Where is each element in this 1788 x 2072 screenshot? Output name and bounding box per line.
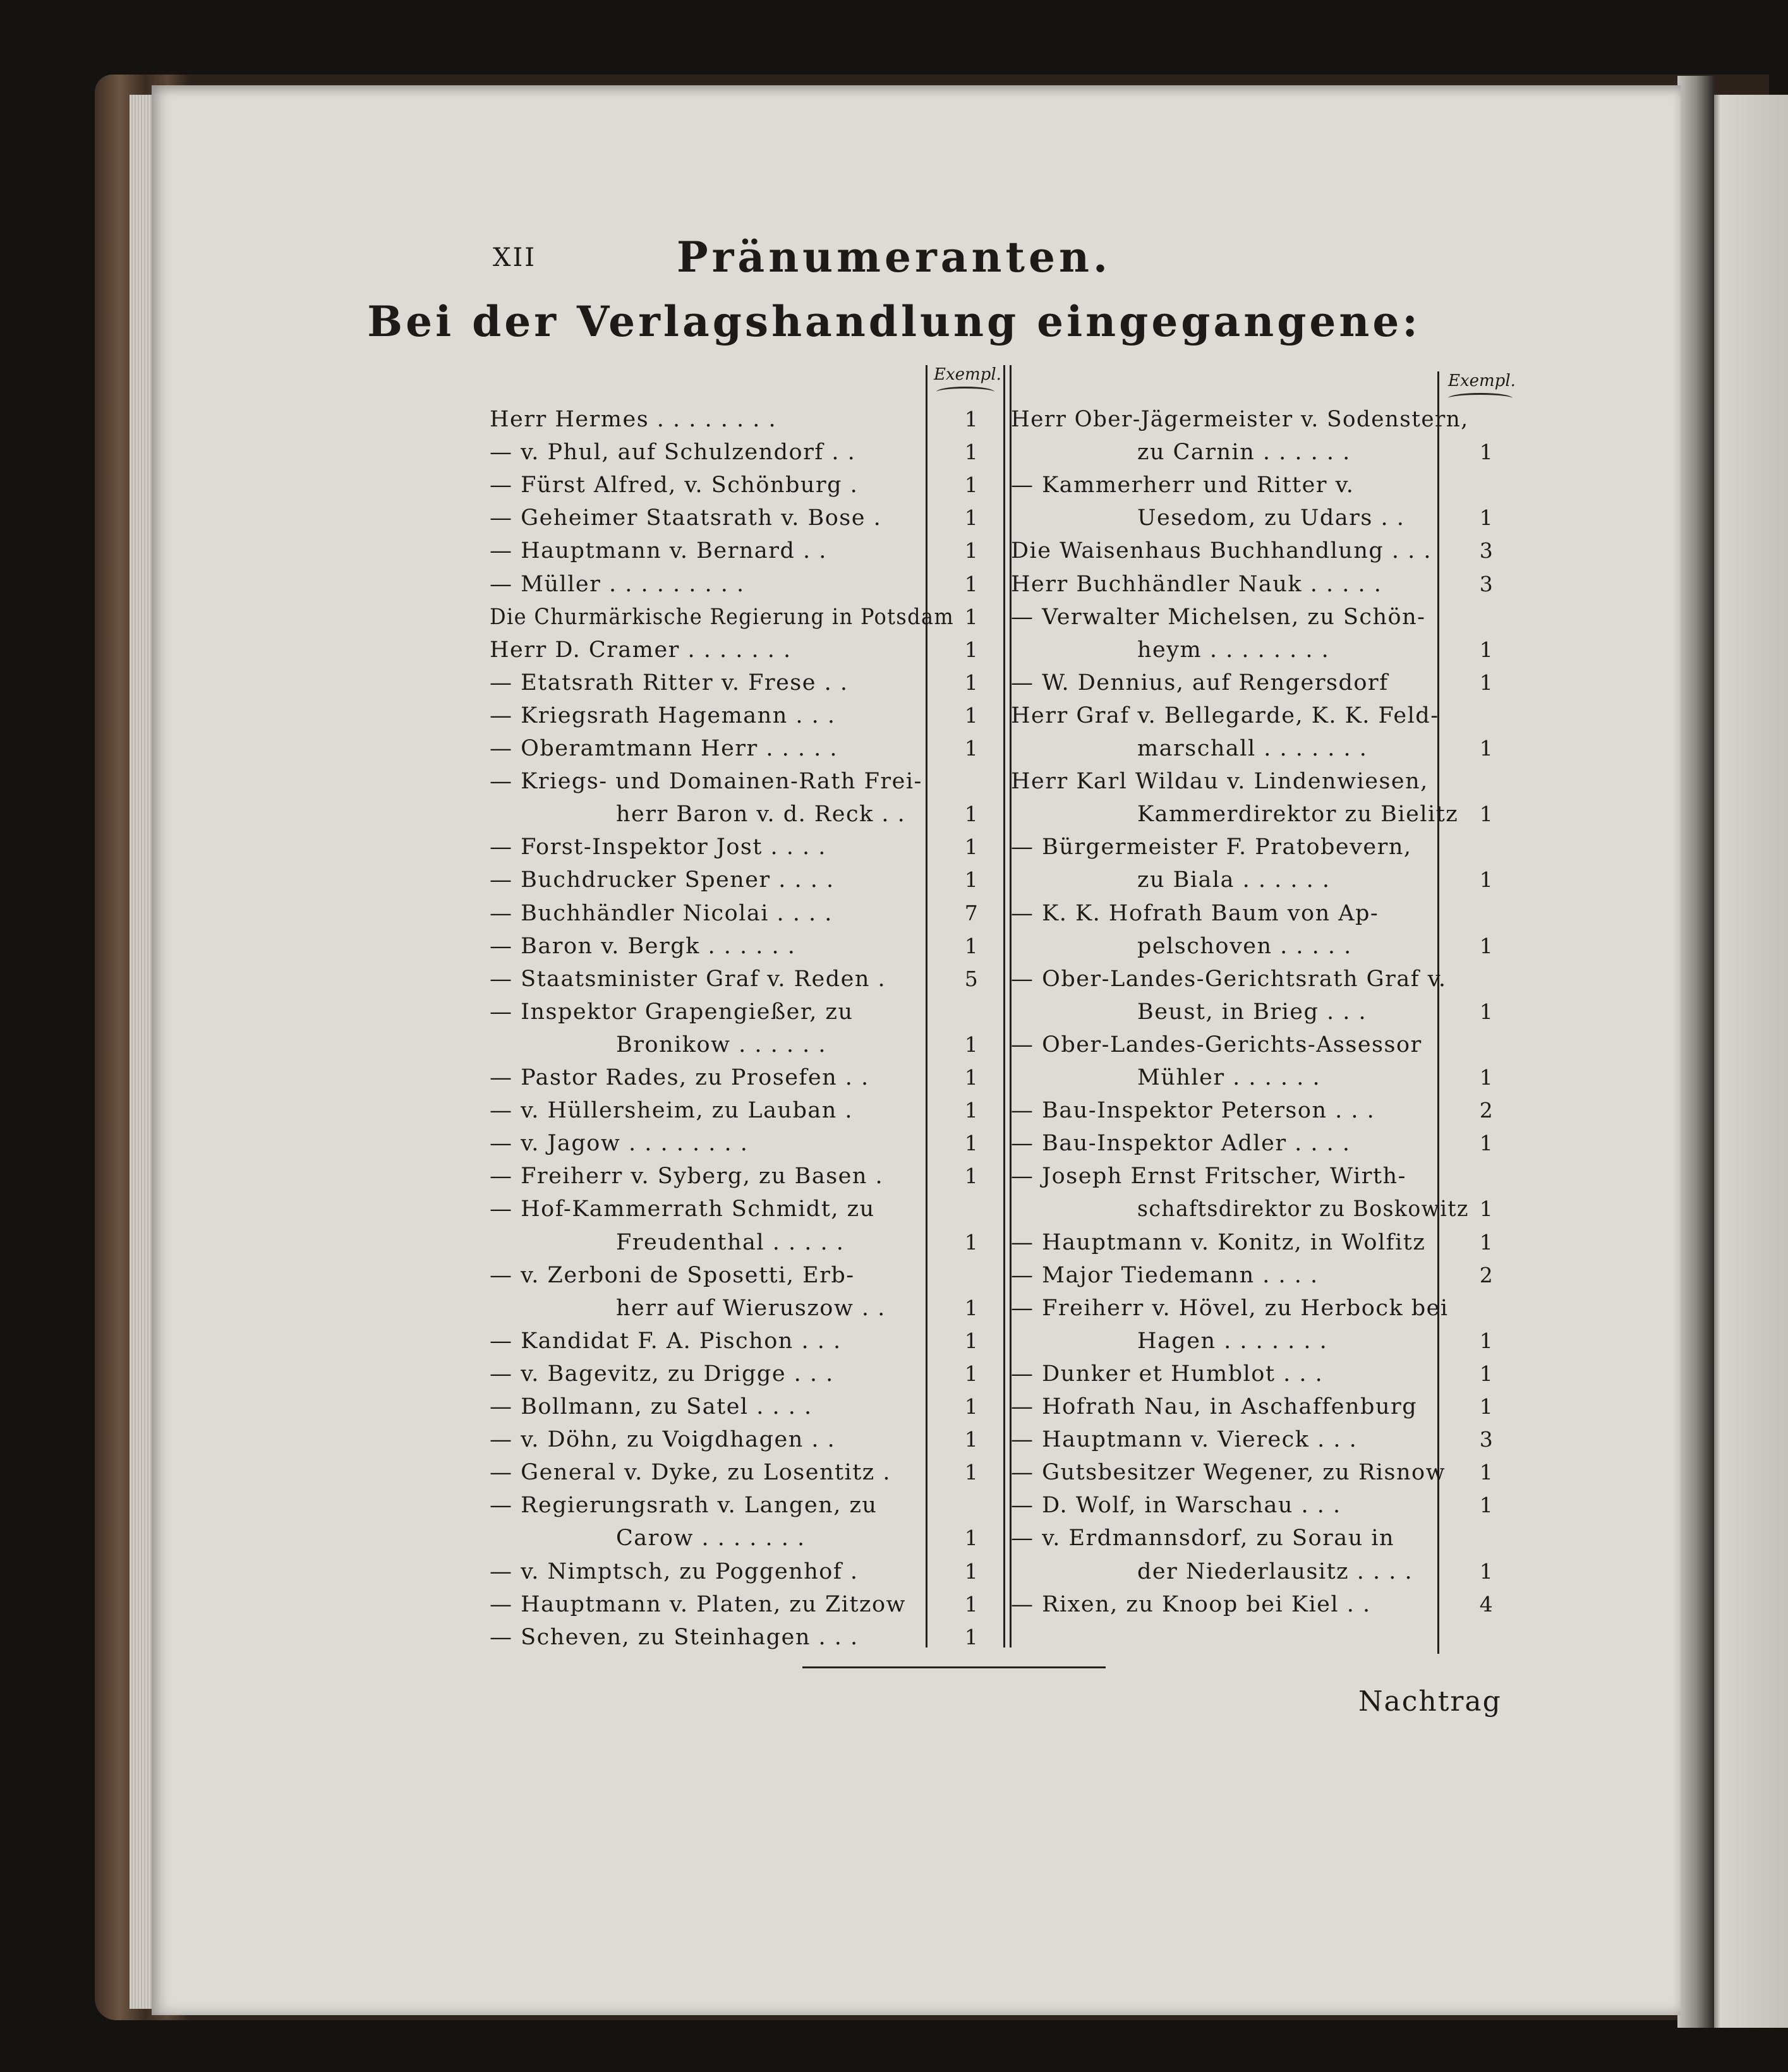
list-item [490, 1555, 984, 1588]
subscriber-name: — Scheven, zu Steinhagen . . . [490, 1624, 859, 1650]
subscriber-name: Die Waisenhaus Buchhandlung . . . [1011, 538, 1432, 564]
subscriber-name: Herr D. Cramer . . . . . . . [490, 637, 792, 663]
subscriber-name: — Staatsminister Graf v. Reden . [490, 966, 886, 992]
list-item [1011, 403, 1499, 436]
list-item [1011, 436, 1499, 469]
copies-count: 1 [964, 1229, 979, 1255]
subscriber-name: — Pastor Rades, zu Prosefen . . [490, 1065, 869, 1090]
subscriber-name: zu Carnin . . . . . . [1137, 440, 1351, 466]
list-item [1011, 1127, 1499, 1160]
subscriber-name: — v. Zerboni de Sposetti, Erb- [490, 1262, 855, 1288]
list-item [490, 403, 984, 436]
copies-count: 1 [1479, 867, 1494, 893]
copies-count: 1 [1479, 637, 1494, 662]
list-item [1011, 1325, 1499, 1358]
list-item [1011, 502, 1499, 534]
list-item [1011, 1555, 1499, 1588]
list-item [1011, 1588, 1499, 1621]
copies-count: 3 [1479, 571, 1494, 596]
list-item [1011, 1028, 1499, 1061]
list-item [1011, 1390, 1499, 1423]
page-stack-edge [130, 95, 155, 2009]
copies-count: 1 [964, 505, 979, 531]
subscriber-name: — General v. Dyke, zu Losentitz . [490, 1460, 891, 1486]
subscriber-name: — Baron v. Bergk . . . . . . [490, 933, 796, 959]
list-item [1011, 963, 1499, 996]
copies-count: 2 [1479, 1262, 1494, 1287]
subscriber-name: herr Baron v. d. Reck . . [616, 802, 906, 828]
subscriber-name: Uesedom, zu Udars . . [1137, 505, 1405, 531]
copies-count: 1 [1479, 505, 1494, 531]
subscriber-name: — Dunker et Humblot . . . [1011, 1361, 1324, 1387]
subscriber-name: — Buchhändler Nicolai . . . . [490, 900, 833, 926]
list-item [490, 996, 984, 1028]
subscriber-name: — Bollmann, zu Satel . . . . [490, 1394, 812, 1419]
subscriber-name: — Freiherr v. Hövel, zu Herbock bei [1011, 1295, 1449, 1321]
list-item [1011, 864, 1499, 896]
list-item [490, 1094, 984, 1127]
subscriber-name: — Hauptmann v. Bernard . . [490, 538, 827, 564]
subscriber-name: marschall . . . . . . . [1137, 736, 1368, 761]
copies-count: 1 [964, 1131, 979, 1156]
list-item [1011, 1456, 1499, 1489]
subscriber-name: — Müller . . . . . . . . . [490, 571, 745, 597]
list-item [490, 568, 984, 601]
subscriber-name: — Ober-Landes-Gerichts-Assessor [1011, 1032, 1422, 1057]
list-item [490, 1292, 984, 1325]
copies-count: 7 [964, 900, 979, 925]
list-item [490, 732, 984, 765]
copies-count: 1 [964, 1526, 979, 1551]
copies-count: 1 [1479, 999, 1494, 1024]
list-item [490, 1588, 984, 1621]
list-item [1011, 1292, 1499, 1325]
subscriber-name: Hagen . . . . . . . [1137, 1328, 1328, 1354]
list-item [490, 1061, 984, 1094]
subscriber-name: — Bau-Inspektor Peterson . . . [1011, 1098, 1375, 1124]
copies-count: 1 [964, 1460, 979, 1485]
subscriber-name: — Gutsbesitzer Wegener, zu Risnow [1011, 1460, 1446, 1486]
list-item [1011, 634, 1499, 666]
list-item [490, 930, 984, 963]
copies-count: 1 [964, 538, 979, 563]
copies-count: 1 [964, 867, 979, 893]
list-item [490, 469, 984, 502]
subscriber-name: — D. Wolf, in Warschau . . . [1011, 1493, 1341, 1519]
list-item [490, 897, 984, 930]
subscriber-name: Herr Hermes . . . . . . . . [490, 407, 777, 432]
list-item [490, 1621, 984, 1654]
copies-count: 1 [964, 670, 979, 695]
list-item [490, 534, 984, 567]
list-item [1011, 1423, 1499, 1456]
list-item [1011, 930, 1499, 963]
subscriber-name: — Bau-Inspektor Adler . . . . [1011, 1131, 1351, 1157]
list-item [490, 864, 984, 896]
copies-count: 4 [1479, 1591, 1494, 1617]
copies-count: 1 [1479, 1493, 1494, 1518]
list-item [1011, 1358, 1499, 1390]
list-item [490, 1456, 984, 1489]
subscriber-name: — Ober-Landes-Gerichtsrath Graf v. [1011, 966, 1447, 992]
subscriber-name: Herr Graf v. Bellegarde, K. K. Feld- [1011, 702, 1439, 728]
list-item [490, 765, 984, 798]
subscriber-name: der Niederlausitz . . . . [1137, 1558, 1413, 1584]
subscriber-name: — Hof-Kammerrath Schmidt, zu [490, 1196, 875, 1222]
list-item [1011, 1522, 1499, 1555]
section-title: Bei der Verlagshandlung eingegangene: [367, 297, 1421, 346]
copies-count: 5 [964, 966, 979, 991]
list-item [1011, 831, 1499, 864]
list-item [1011, 798, 1499, 831]
list-item [1011, 1193, 1499, 1226]
copies-count: 1 [1479, 1065, 1494, 1090]
copies-count: 1 [964, 834, 979, 860]
book-gutter [1677, 76, 1714, 2028]
copies-count: 1 [964, 440, 979, 465]
list-item [1011, 534, 1499, 567]
list-item [490, 1259, 984, 1292]
page-header-title: Pränumeranten. [677, 232, 1111, 282]
subscriber-name: Beust, in Brieg . . . [1137, 999, 1367, 1025]
list-item [490, 963, 984, 996]
subscriber-name: Kammerdirektor zu Bielitz [1137, 802, 1459, 828]
subscriber-name: — v. Phul, auf Schulzendorf . . [490, 440, 856, 466]
copies-count: 1 [1479, 670, 1494, 695]
copies-count: 1 [1479, 1558, 1494, 1584]
list-item [490, 1193, 984, 1226]
closing-rule [802, 1666, 1106, 1668]
copies-count: 1 [964, 571, 979, 596]
subscriber-name: heym . . . . . . . . [1137, 637, 1330, 663]
copies-count: 1 [964, 1295, 979, 1320]
list-item [490, 798, 984, 831]
list-item [1011, 601, 1499, 634]
copies-count: 1 [1479, 736, 1494, 761]
list-item [490, 699, 984, 732]
subscriber-name: pelschoven . . . . . [1137, 933, 1352, 959]
subscriber-name: — Hauptmann v. Platen, zu Zitzow [490, 1591, 906, 1617]
copies-count: 1 [964, 802, 979, 827]
column-header-right: Exempl. [1448, 371, 1516, 390]
subscriber-name: — Kriegs- und Domainen-Rath Frei- [490, 769, 922, 795]
copies-count: 1 [1479, 933, 1494, 958]
copies-count: 1 [1479, 1328, 1494, 1353]
subscriber-name: — v. Erdmannsdorf, zu Sorau in [1011, 1526, 1395, 1551]
catchword: Nachtrag [1358, 1685, 1502, 1718]
list-item [1011, 1160, 1499, 1193]
copies-count: 1 [964, 1624, 979, 1649]
copies-count: 1 [1479, 1196, 1494, 1222]
list-item [490, 1325, 984, 1358]
subscriber-name: — Kammerherr und Ritter v. [1011, 473, 1355, 498]
list-item [490, 436, 984, 469]
subscriber-name: — W. Dennius, auf Rengersdorf [1011, 670, 1389, 696]
subscriber-name: Mühler . . . . . . [1137, 1065, 1321, 1090]
copies-count: 1 [964, 736, 979, 761]
list-item [1011, 765, 1499, 798]
copies-count: 1 [964, 1065, 979, 1090]
copies-count: 1 [1479, 1460, 1494, 1485]
copies-count: 1 [964, 702, 979, 728]
list-item [490, 1160, 984, 1193]
subscriber-name: — v. Nimptsch, zu Poggenhof . [490, 1558, 859, 1584]
list-item [1011, 1226, 1499, 1259]
subscriber-name: Herr Buchhändler Nauk . . . . . [1011, 571, 1382, 597]
list-item [1011, 897, 1499, 930]
list-item [490, 502, 984, 534]
facing-page-edge [1709, 95, 1788, 2028]
subscriber-name: — Hauptmann v. Viereck . . . [1011, 1427, 1358, 1453]
subscriber-name: Freudenthal . . . . . [616, 1229, 845, 1255]
copies-count: 3 [1479, 1427, 1494, 1452]
copies-count: 1 [964, 1032, 979, 1057]
subscriber-name: Herr Ober-Jägermeister v. Sodenstern, [1011, 407, 1469, 432]
copies-count: 1 [964, 1558, 979, 1584]
subscriber-name: — Oberamtmann Herr . . . . . [490, 736, 838, 761]
list-item [490, 1390, 984, 1423]
list-item [1011, 1061, 1499, 1094]
subscriber-name: — Verwalter Michelsen, zu Schön- [1011, 604, 1426, 630]
subscriber-name: — Rixen, zu Knoop bei Kiel . . [1011, 1591, 1371, 1617]
copies-count: 1 [964, 933, 979, 958]
copies-count: 1 [964, 1394, 979, 1419]
column-header-brace-right [1448, 393, 1513, 404]
subscriber-name: schaftsdirektor zu Boskowitz [1137, 1196, 1469, 1222]
subscriber-name: — Etatsrath Ritter v. Frese . . [490, 670, 849, 696]
subscriber-name: — K. K. Hofrath Baum von Ap- [1011, 900, 1379, 926]
subscriber-name: herr auf Wieruszow . . [616, 1295, 886, 1321]
list-item [490, 634, 984, 666]
copies-count: 1 [964, 1591, 979, 1617]
subscriber-name: — v. Hüllersheim, zu Lauban . [490, 1098, 854, 1124]
list-item [1011, 666, 1499, 699]
page-number: XII [493, 243, 537, 272]
column-rule [1003, 365, 1005, 1647]
subscriber-name: — v. Bagevitz, zu Drigge . . . [490, 1361, 834, 1387]
list-item [1011, 1489, 1499, 1522]
column-header-left: Exempl. [934, 365, 1001, 384]
subscriber-name: — Forst-Inspektor Jost . . . . [490, 834, 826, 860]
list-item [490, 1358, 984, 1390]
subscriber-name: — Joseph Ernst Fritscher, Wirth- [1011, 1164, 1406, 1190]
subscriber-name: — Freiherr v. Syberg, zu Basen . [490, 1164, 884, 1190]
subscriber-name: — v. Döhn, zu Voigdhagen . . [490, 1427, 836, 1453]
copies-count: 1 [964, 1098, 979, 1123]
subscriber-name: — Hofrath Nau, in Aschaffenburg [1011, 1394, 1418, 1419]
subscriber-name: zu Biala . . . . . . [1137, 867, 1331, 893]
list-item [490, 1127, 984, 1160]
subscriber-name: — Fürst Alfred, v. Schönburg . [490, 473, 859, 498]
list-item [490, 1423, 984, 1456]
subscriber-name: — v. Jagow . . . . . . . . [490, 1131, 749, 1157]
copies-count: 1 [964, 473, 979, 498]
list-item [490, 1028, 984, 1061]
copies-count: 2 [1479, 1098, 1494, 1123]
list-item [490, 601, 984, 634]
copies-count: 1 [964, 604, 979, 629]
subscriber-name: — Bürgermeister F. Pratobevern, [1011, 834, 1412, 860]
subscriber-name: — Buchdrucker Spener . . . . [490, 867, 835, 893]
subscriber-name: Die Churmärkische Regierung in Potsdam [490, 604, 955, 630]
list-item [1011, 469, 1499, 502]
copies-count: 1 [964, 1361, 979, 1386]
subscriber-name: — Regierungsrath v. Langen, zu [490, 1493, 878, 1519]
list-item [490, 831, 984, 864]
list-item [1011, 996, 1499, 1028]
copies-count: 1 [964, 1164, 979, 1189]
copies-count: 1 [1479, 802, 1494, 827]
subscriber-name: — Geheimer Staatsrath v. Bose . [490, 505, 882, 531]
list-item [490, 1522, 984, 1555]
copies-count: 3 [1479, 538, 1494, 563]
subscriber-name: Carow . . . . . . . [616, 1526, 806, 1551]
copies-count: 1 [964, 1328, 979, 1353]
list-item [490, 1226, 984, 1259]
list-item [1011, 568, 1499, 601]
column-header-brace-left [936, 387, 994, 397]
copies-count: 1 [1479, 1229, 1494, 1255]
list-item [490, 1489, 984, 1522]
list-item [1011, 1094, 1499, 1127]
list-item [490, 666, 984, 699]
subscriber-name: — Hauptmann v. Konitz, in Wolfitz [1011, 1229, 1426, 1255]
subscriber-name: Bronikow . . . . . . [616, 1032, 827, 1057]
copies-count: 1 [1479, 440, 1494, 465]
copies-count: 1 [1479, 1394, 1494, 1419]
copies-count: 1 [964, 637, 979, 662]
subscriber-name: — Kriegsrath Hagemann . . . [490, 702, 836, 728]
list-item [1011, 732, 1499, 765]
copies-count: 1 [1479, 1361, 1494, 1386]
copies-count: 1 [964, 1427, 979, 1452]
subscriber-name: — Major Tiedemann . . . . [1011, 1262, 1319, 1288]
subscriber-name: Herr Karl Wildau v. Lindenwiesen, [1011, 769, 1429, 795]
subscriber-name: — Inspektor Grapengießer, zu [490, 999, 854, 1025]
list-item [1011, 1259, 1499, 1292]
copies-count: 1 [1479, 1131, 1494, 1156]
subscriber-name: — Kandidat F. A. Pischon . . . [490, 1328, 842, 1354]
copies-count: 1 [964, 407, 979, 431]
list-item [1011, 699, 1499, 732]
